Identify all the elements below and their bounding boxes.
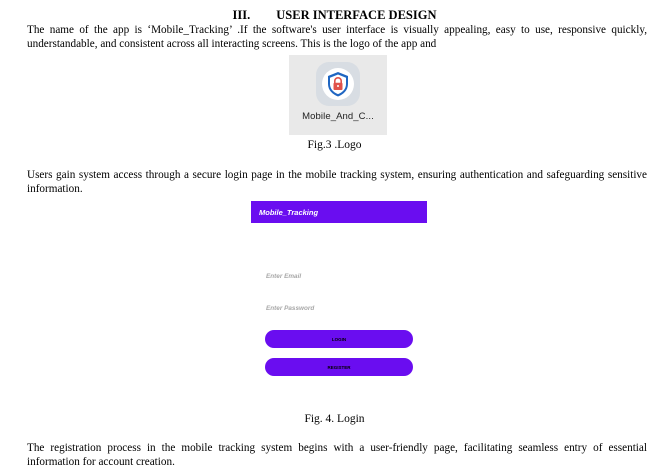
section-title: USER INTERFACE DESIGN	[276, 8, 437, 22]
login-paragraph: Users gain system access through a secure login page in the mobile tracking system, ensuring authentication and safeguarding sensitive information.	[27, 169, 647, 196]
figure-4-caption: Fig. 4. Login	[304, 413, 365, 425]
app-logo-tile	[289, 55, 387, 135]
register-button[interactable]: REGISTER	[265, 358, 413, 376]
login-screen-mockup	[251, 201, 427, 389]
login-button[interactable]: LOGIN	[265, 330, 413, 348]
email-field[interactable]	[266, 273, 406, 280]
intro-paragraph: The name of the app is ‘Mobile_Tracking’ .If the software's user interface is visually appealing, easy to use, responsive quickly, understandable, and consistent across all interacting screens. This is the logo of the app and	[27, 24, 647, 51]
section-heading	[0, 8, 669, 23]
shield-lock-icon	[316, 62, 360, 106]
app-bar	[251, 201, 427, 223]
password-field[interactable]	[266, 305, 406, 312]
figure-3-caption: Fig.3 .Logo	[307, 139, 362, 151]
section-number: III.	[232, 8, 251, 22]
app-logo-name: Mobile_And_C...	[302, 111, 374, 122]
app-bar-title: Mobile_Tracking	[259, 207, 319, 217]
registration-paragraph: The registration process in the mobile tracking system begins with a user-friendly page, facilitating seamless entry of essential information for account creation.	[27, 442, 647, 469]
